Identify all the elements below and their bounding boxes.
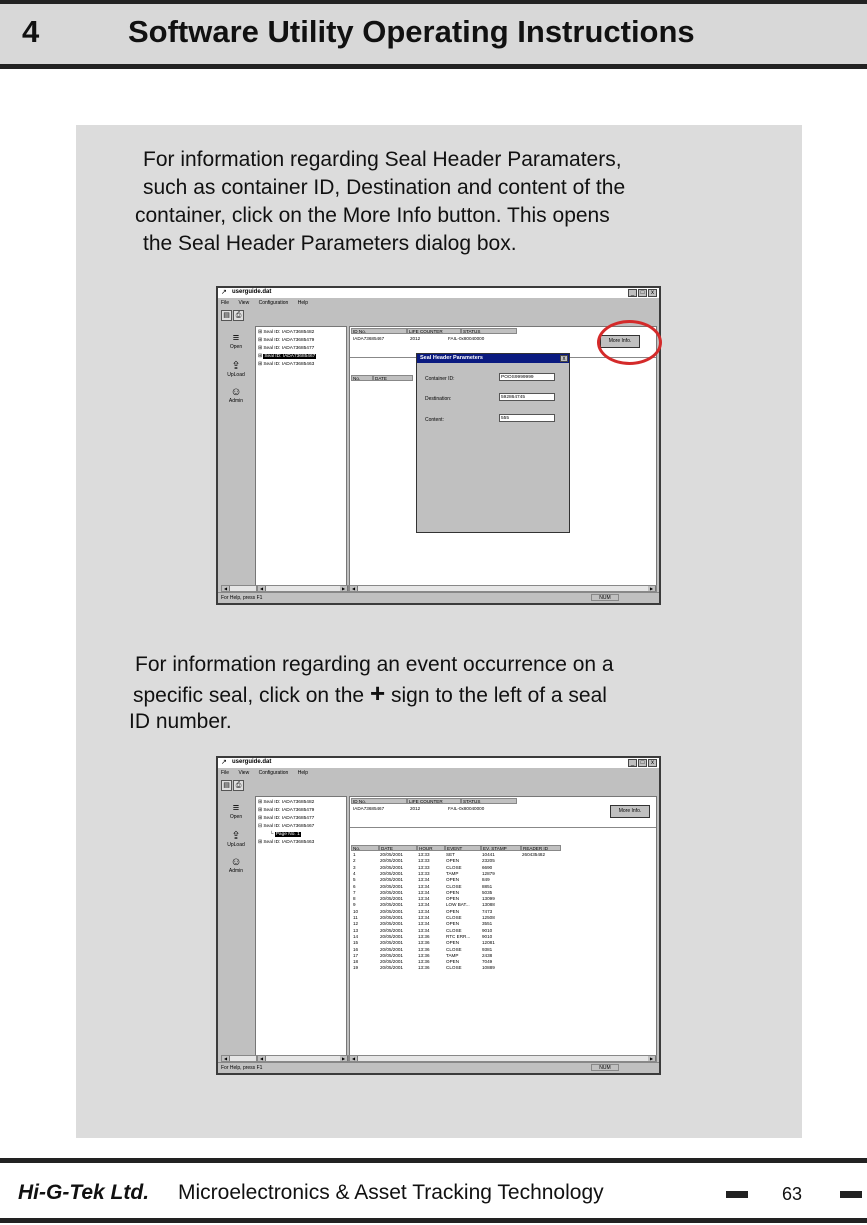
- scroll-right-icon: ▶: [648, 586, 656, 591]
- tree-item[interactable]: ⊞ Seal ID: IADA73685482: [258, 330, 315, 335]
- column-header: STATUS: [461, 798, 517, 804]
- event-cell: 20/05/2001: [380, 965, 403, 971]
- minimize-button[interactable]: _: [628, 289, 637, 297]
- paragraph1-line4: the Seal Header Parameters dialog box.: [143, 232, 517, 255]
- screenshot-window-2: [216, 756, 661, 1075]
- event-cell: 11: [353, 915, 358, 920]
- event-cell: 20/05/2001: [380, 915, 403, 920]
- event-cell: 20/05/2001: [380, 864, 403, 870]
- event-cell: 20/05/2001: [380, 933, 403, 939]
- admin-icon: ☺: [230, 386, 242, 398]
- scroll-right-icon: ▶: [648, 1056, 656, 1061]
- plus-sign-icon: +: [369, 678, 386, 708]
- event-cell: CLOSE: [446, 965, 462, 971]
- event-cell: 5: [353, 877, 356, 883]
- scroll-left-icon: ◀: [222, 1056, 230, 1061]
- menu-file[interactable]: File: [221, 770, 230, 776]
- scroll-right-icon: ▶: [340, 1056, 348, 1061]
- event-cell: 17: [353, 952, 359, 958]
- paragraph1-line2: such as container ID, Destination and content of the: [143, 176, 626, 199]
- event-cell: 20/05/2001: [380, 921, 403, 927]
- status-bar: [218, 592, 659, 603]
- column-header: EVENT: [445, 845, 481, 851]
- event-cell: 8: [353, 896, 356, 902]
- destination-field[interactable]: 592864745: [499, 393, 555, 401]
- paragraph1-line3: container, click on the More Info button. This opens: [135, 204, 610, 227]
- tree-item[interactable]: ⊞ Seal ID: IADA73685482: [258, 800, 315, 805]
- more-info-button[interactable]: More Info.: [610, 805, 650, 818]
- scrollbar[interactable]: [221, 585, 257, 592]
- event-cell: 13:34: [418, 915, 430, 920]
- screenshot-window-1: [216, 286, 661, 605]
- event-cell: CLOSE: [446, 915, 462, 920]
- event-cell: 14: [353, 933, 359, 939]
- event-cell: 9010: [482, 933, 493, 939]
- app-icon: ↗: [221, 759, 227, 766]
- page-title: Software Utility Operating Instructions: [128, 14, 695, 49]
- column-header: No.: [351, 845, 379, 851]
- event-cell: 20/05/2001: [380, 889, 403, 895]
- menu-file[interactable]: File: [221, 300, 230, 306]
- status-bar: [218, 1062, 659, 1073]
- divider: [350, 827, 656, 828]
- paragraph2-line2: specific seal, click on the + sign to the left of a seal: [133, 678, 607, 708]
- life-counter-cell: 2012: [410, 806, 421, 811]
- dialog-title: Seal Header Parameters: [417, 354, 569, 363]
- upload-button[interactable]: ⇪ UpLoad: [224, 830, 248, 848]
- event-cell: 19: [353, 965, 359, 971]
- app-icon: ↗: [221, 289, 227, 296]
- event-cell: LOW BAT...: [446, 902, 470, 908]
- scroll-left-icon: ◀: [350, 1056, 358, 1061]
- tree-item-selected[interactable]: ⊞ Seal ID: IADA73685467: [258, 354, 316, 359]
- event-cell: 13:36: [418, 933, 430, 939]
- menu-configuration[interactable]: Configuration: [258, 770, 289, 776]
- event-cell: 13:34: [418, 927, 430, 933]
- column-header: STATUS: [461, 328, 517, 334]
- event-cell: 849: [482, 877, 490, 883]
- container-id-field[interactable]: POOS9999999: [499, 373, 555, 381]
- event-cell: 7049: [482, 959, 493, 965]
- open-file-icon[interactable]: ▤: [221, 310, 232, 321]
- event-cell: 13:34: [418, 877, 430, 883]
- paragraph2-line3: ID number.: [129, 710, 232, 733]
- event-cell: 5035: [482, 889, 493, 895]
- event-cell: OPEN: [446, 940, 460, 946]
- column-header: EV. STAMP: [481, 845, 521, 851]
- event-cell: 12: [353, 921, 359, 927]
- footer-description: Microelectronics & Asset Tracking Technology: [178, 1181, 604, 1204]
- scroll-left-icon: ◀: [222, 586, 230, 591]
- column-header: LIFE COUNTER: [407, 798, 461, 804]
- event-cell: OPEN: [446, 921, 460, 927]
- book-icon: ≡: [232, 332, 240, 344]
- column-header: HOUR: [417, 845, 445, 851]
- event-cell: OPEN: [446, 858, 460, 864]
- maximize-button[interactable]: □: [638, 289, 647, 297]
- event-cell: CLOSE: [446, 864, 462, 870]
- scrollbar[interactable]: [349, 1055, 657, 1062]
- scrollbar[interactable]: [257, 1055, 349, 1062]
- admin-button[interactable]: ☺ Admin: [224, 856, 248, 874]
- event-cell: 7473: [482, 908, 493, 914]
- event-cell: 7: [353, 889, 356, 895]
- footer-dash: [726, 1191, 748, 1198]
- event-cell: 2438: [482, 952, 493, 958]
- status-cell: FAIL-0x80040000: [448, 336, 485, 341]
- scrollbar[interactable]: [221, 1055, 257, 1062]
- column-header: LIFE COUNTER: [407, 328, 461, 334]
- dialog-close-button[interactable]: x: [560, 355, 568, 362]
- title-bar: [218, 288, 659, 298]
- event-cell: 16: [353, 946, 359, 952]
- event-cell: 20/05/2001: [380, 858, 403, 864]
- event-cell: 15: [353, 940, 359, 946]
- dialog-label: Destination:: [425, 396, 452, 402]
- event-cell: 13088: [482, 902, 495, 908]
- tree-item[interactable]: ⊞ Seal ID: IADA73685477: [258, 816, 315, 821]
- event-cell: 13:33: [418, 852, 430, 857]
- event-cell: 20/05/2001: [380, 852, 403, 857]
- tree-page-item[interactable]: └ Page No. 1: [270, 832, 300, 837]
- window-title: userguide.dat: [232, 289, 272, 295]
- event-cell: 13099: [482, 896, 495, 902]
- maximize-button[interactable]: □: [638, 759, 647, 767]
- event-cell: CLOSE: [446, 927, 462, 933]
- title-bar: [218, 758, 659, 768]
- event-cell: 13:36: [418, 952, 430, 958]
- content-field[interactable]: 555: [499, 414, 555, 422]
- event-cell: RTC ERR...: [446, 933, 471, 939]
- window-title: userguide.dat: [232, 759, 272, 765]
- event-cell: 13:34: [418, 883, 430, 889]
- num-lock-indicator: NUM: [591, 594, 619, 601]
- event-cell: 13:36: [418, 940, 430, 946]
- event-cell: 20/05/2001: [380, 946, 403, 952]
- event-cell: OPEN: [446, 889, 460, 895]
- event-cell: 13:34: [418, 921, 430, 927]
- tree-item[interactable]: ⊞ Seal ID: IADA73685463: [258, 840, 315, 845]
- seal-header-parameters-dialog: [416, 353, 570, 533]
- event-cell: CLOSE: [446, 883, 462, 889]
- event-cell: 23205: [482, 858, 495, 864]
- event-cell: 20/05/2001: [380, 927, 403, 933]
- header-bottom-rule: [0, 64, 867, 69]
- event-cell: TAMP: [446, 870, 459, 876]
- scroll-left-icon: ◀: [258, 586, 266, 591]
- open-button[interactable]: ≡ Open: [224, 332, 248, 350]
- event-cell: 9010: [482, 927, 493, 933]
- dialog-label: Content:: [425, 417, 444, 423]
- event-cell: 13:34: [418, 908, 430, 914]
- status-cell: FAIL-0x80040000: [448, 806, 485, 811]
- book-icon: ≡: [232, 802, 240, 814]
- event-cell: OPEN: [446, 896, 460, 902]
- left-icon-bar: [220, 786, 252, 1059]
- event-cell: 20/05/2001: [380, 870, 403, 876]
- event-cell: 20/05/2001: [380, 952, 403, 958]
- id-cell: IADA73685467: [353, 806, 385, 811]
- event-cell: 260435482: [522, 852, 545, 857]
- column-header: DATE: [379, 845, 417, 851]
- paragraph1-line1: For information regarding Seal Header Paramaters,: [143, 148, 622, 171]
- upload-button[interactable]: ⇪ UpLoad: [224, 360, 248, 378]
- dialog-label: Container ID:: [425, 376, 455, 382]
- event-cell: 9381: [482, 946, 493, 952]
- event-cell: 13:34: [418, 896, 430, 902]
- seal-tree: [255, 326, 347, 589]
- close-button[interactable]: x: [648, 759, 657, 767]
- event-cell: 4: [353, 870, 356, 876]
- event-cell: 6: [353, 883, 356, 889]
- event-cell: 6690: [482, 864, 493, 870]
- scrollbar[interactable]: [257, 585, 349, 592]
- print-icon[interactable]: ⎙: [233, 310, 244, 321]
- more-info-button[interactable]: More Info.: [600, 335, 640, 348]
- admin-icon: ☺: [230, 856, 242, 868]
- open-file-icon[interactable]: ▤: [221, 780, 232, 791]
- menu-view[interactable]: View: [238, 300, 250, 306]
- open-button[interactable]: ≡ Open: [224, 802, 248, 820]
- tree-item[interactable]: ⊞ Seal ID: IADA73685477: [258, 346, 315, 351]
- scroll-left-icon: ◀: [258, 1056, 266, 1061]
- upload-icon: ⇪: [231, 360, 241, 372]
- seal-tree: [255, 796, 347, 1059]
- event-cell: 20/05/2001: [380, 959, 403, 965]
- tree-item[interactable]: ⊞ Seal ID: IADA73685479: [258, 808, 315, 813]
- event-cell: 13:33: [418, 864, 430, 870]
- section-number: 4: [22, 14, 40, 49]
- event-cell: OPEN: [446, 908, 460, 914]
- event-cell: 3: [353, 864, 356, 870]
- print-icon[interactable]: ⎙: [233, 780, 244, 791]
- column-header: ID No.: [351, 798, 407, 804]
- event-cell: 20/05/2001: [380, 902, 403, 908]
- menu-help[interactable]: Help: [297, 300, 309, 306]
- event-cell: OPEN: [446, 959, 460, 965]
- menu-bar: [221, 770, 316, 778]
- scrollbar[interactable]: [349, 585, 657, 592]
- minimize-button[interactable]: _: [628, 759, 637, 767]
- menu-bar: [221, 300, 316, 308]
- seal-details-pane: [349, 796, 657, 1059]
- event-cell: 2: [353, 858, 356, 864]
- event-cell: 10441: [482, 852, 495, 857]
- event-cell: 20/05/2001: [380, 940, 403, 946]
- event-cell: 13:33: [418, 858, 430, 864]
- event-cell: 1: [353, 852, 356, 857]
- event-cell: CLOSE: [446, 946, 462, 952]
- event-cell: SET: [446, 852, 455, 857]
- event-cell: OPEN: [446, 877, 460, 883]
- event-cell: 12081: [482, 940, 495, 946]
- column-header: No.: [351, 375, 373, 381]
- event-cell: 13: [353, 927, 359, 933]
- event-cell: 13:33: [418, 870, 430, 876]
- event-cell: 20/05/2001: [380, 908, 403, 914]
- event-cell: TAMP: [446, 952, 459, 958]
- status-text: For Help, press F1: [221, 595, 263, 601]
- left-icon-bar: [220, 316, 252, 589]
- footer-top-rule: [0, 1158, 867, 1163]
- event-cell: 3551: [482, 921, 493, 927]
- event-cell: 20/05/2001: [380, 877, 403, 883]
- scroll-left-icon: ◀: [350, 586, 358, 591]
- column-header: ID No.: [351, 328, 407, 334]
- footer-company: Hi-G-Tek Ltd.: [18, 1181, 150, 1204]
- event-cell: 20/05/2001: [380, 883, 403, 889]
- admin-button[interactable]: ☺ Admin: [224, 386, 248, 404]
- column-header: DATE: [373, 375, 413, 381]
- paragraph2-line1: For information regarding an event occurrence on a: [135, 653, 614, 676]
- highlight-ring: [597, 320, 662, 365]
- menu-view[interactable]: View: [238, 770, 250, 776]
- event-cell: 9: [353, 902, 356, 908]
- scroll-right-icon: ▶: [340, 586, 348, 591]
- tree-item-expanded[interactable]: ⊟ Seal ID: IADA73685467: [258, 824, 315, 829]
- close-button[interactable]: x: [648, 289, 657, 297]
- event-cell: 10889: [482, 965, 495, 971]
- event-cell: 12508: [482, 915, 495, 920]
- event-cell: 13:34: [418, 902, 430, 908]
- event-cell: 13:36: [418, 946, 430, 952]
- footer-dash: [840, 1191, 862, 1198]
- event-cell: 13:36: [418, 959, 430, 965]
- menu-configuration[interactable]: Configuration: [258, 300, 289, 306]
- upload-icon: ⇪: [231, 830, 241, 842]
- event-cell: 13:34: [418, 889, 430, 895]
- event-cell: 18: [353, 959, 359, 965]
- event-cell: 10: [353, 908, 359, 914]
- event-cell: 13:36: [418, 965, 430, 971]
- footer-bottom-rule: [0, 1218, 867, 1223]
- column-header: READER ID: [521, 845, 561, 851]
- num-lock-indicator: NUM: [591, 1064, 619, 1071]
- page-number: 63: [782, 1184, 803, 1204]
- life-counter-cell: 2012: [410, 336, 421, 341]
- id-cell: IADA73685467: [353, 336, 385, 341]
- event-cell: 12879: [482, 870, 495, 876]
- status-text: For Help, press F1: [221, 1065, 263, 1071]
- tree-item[interactable]: ⊞ Seal ID: IADA73685479: [258, 338, 315, 343]
- menu-help[interactable]: Help: [297, 770, 309, 776]
- tree-item[interactable]: ⊞ Seal ID: IADA73685463: [258, 362, 315, 367]
- event-cell: 8851: [482, 883, 493, 889]
- event-cell: 20/05/2001: [380, 896, 403, 902]
